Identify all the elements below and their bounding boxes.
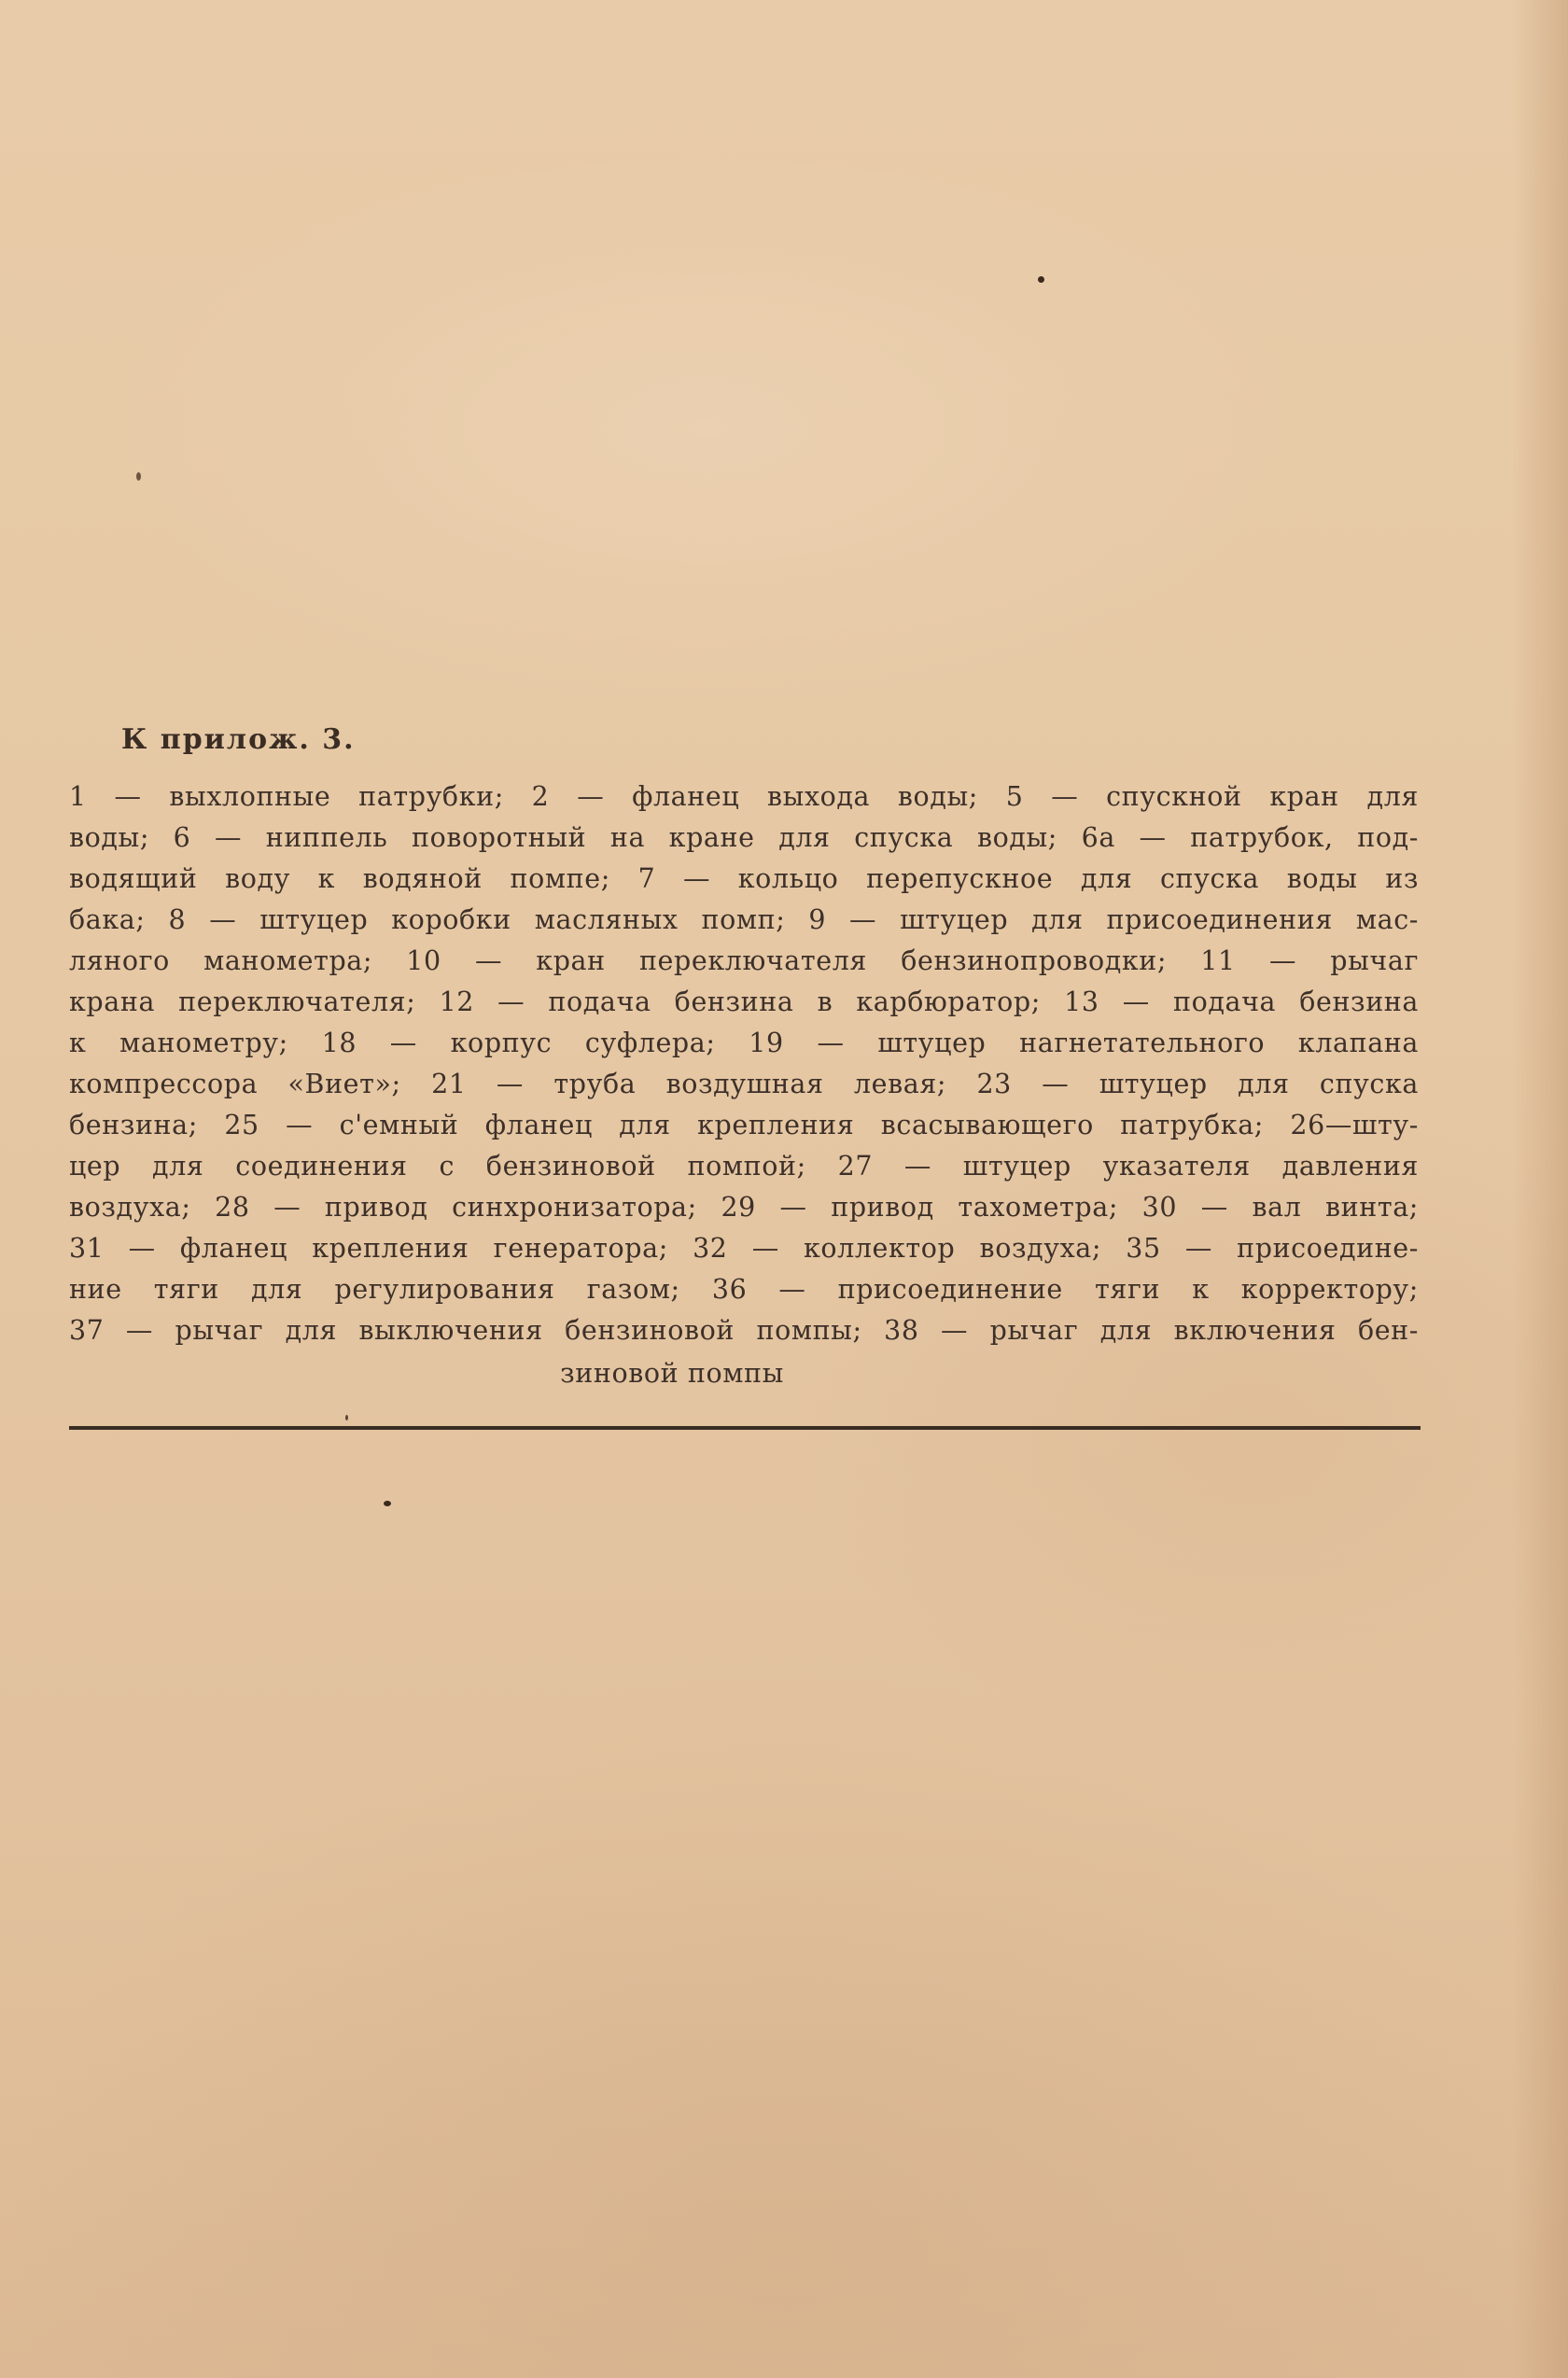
caption-line: воздуха; 28 — привод синхронизатора; 29 — привод тахометра; 30 — вал винта; [69,1192,1419,1223]
caption-line: 37 — рычаг для выключения бензиновой помпы; 38 — рычаг для включения бен- [69,1315,1419,1346]
caption-line: водящий воду к водяной помпе; 7 — кольцо перепускное для спуска воды из [69,863,1419,894]
caption-line: ние тяги для регулирования газом; 36 — присоединение тяги к корректору; [69,1274,1419,1305]
caption-final-line: зиновой помпы [560,1358,784,1389]
caption-line: 1 — выхлопные патрубки; 2 — фланец выхода воды; 5 — спускной кран для [69,781,1419,812]
caption-line: ляного манометра; 10 — кран переключателя бензинопроводки; 11 — рычаг [69,945,1419,976]
page-edge-shading [1512,0,1568,2378]
horizontal-rule [69,1426,1421,1430]
caption-line: крана переключателя; 12 — подача бензина в карбюратор; 13 — подача бензина [69,986,1419,1017]
caption-line: к манометру; 18 — корпус суфлера; 19 — штуцер нагнетательного клапана [69,1028,1419,1058]
caption-line: воды; 6 — ниппель поворотный на кране для спуска воды; 6а — патрубок, под- [69,822,1419,853]
caption-line: компрессора «Виет»; 21 — труба воздушная левая; 23 — штуцер для спуска [69,1069,1419,1099]
caption-line: цер для соединения с бензиновой помпой; 27 — штуцер указателя давления [69,1151,1419,1182]
caption-line: бензина; 25 — с'емный фланец для крепления всасывающего патрубка; 26—шту- [69,1110,1419,1140]
caption-line: бака; 8 — штуцер коробки масляных помп; 9 — штуцер для присоединения мас- [69,904,1419,935]
figure-caption [69,776,1419,1351]
ink-speck [345,1415,348,1420]
caption-line: 31 — фланец крепления генератора; 32 — коллектор воздуха; 35 — присоедине- [69,1233,1419,1264]
ink-speck [1038,276,1044,283]
ink-speck [136,472,141,481]
appendix-heading: К прилож. 3. [121,723,356,756]
ink-speck [384,1501,391,1506]
